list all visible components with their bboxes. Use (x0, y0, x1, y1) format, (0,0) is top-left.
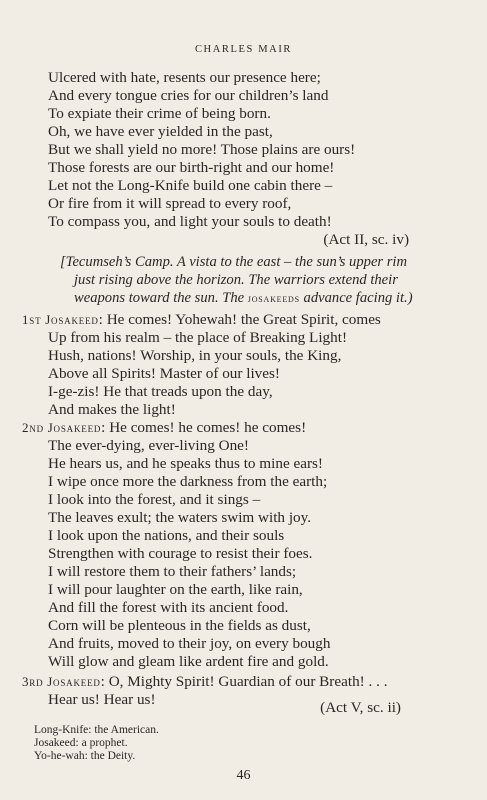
stage-direction: [Tecumseh’s Camp. A vista to the east – the sun’s upper rim (60, 254, 408, 270)
speaker-number: 3rd (22, 674, 44, 689)
verse-line: He hears us, and he speaks thus to mine ears! (48, 455, 323, 472)
act-citation: (Act II, sc. iv) (323, 231, 409, 248)
verse-line: Oh, we have ever yielded in the past, (48, 123, 273, 140)
footnote: Long-Knife: the American. (34, 724, 159, 736)
verse-line: To expiate their crime of being born. (48, 105, 271, 122)
footnote: Yo-he-wah: the Deity. (34, 750, 136, 762)
verse-line: Hear us! Hear us! (48, 691, 156, 708)
verse-line: And fruits, moved to their joy, on every bough (48, 635, 331, 652)
verse-line: And every tongue cries for our children’s land (48, 87, 329, 104)
verse-line: But we shall yield no more! Those plains are ours! (48, 141, 356, 158)
page-number: 46 (236, 768, 251, 783)
speaker-line: 1st Josakeed: He comes! Yohewah! the Great Spirit, comes (22, 311, 381, 328)
verse-line: I look upon the nations, and their souls (48, 527, 285, 544)
verse-line: Will glow and gleam like ardent fire and gold. (48, 653, 329, 670)
verse-line: And makes the light! (48, 401, 176, 418)
verse-line: To compass you, and light your souls to death! (48, 213, 332, 230)
verse-line: And fill the forest with its ancient food. (48, 599, 289, 616)
stage-direction: weapons toward the sun. The josakeeds advance facing it.) (74, 290, 413, 306)
verse-line: Those forests are our birth-right and our home! (48, 159, 335, 176)
verse-line: The leaves exult; the waters swim with joy. (48, 509, 312, 526)
verse-line: Let not the Long-Knife build one cabin there – (48, 177, 333, 194)
verse-line: Or fire from it will spread to every roof, (48, 195, 292, 212)
verse-line: I wipe once more the darkness from the earth; (48, 473, 328, 490)
verse-line: Ulcered with hate, resents our presence here; (48, 69, 321, 86)
verse-line: The ever-dying, ever-living One! (48, 437, 249, 454)
speaker-number: 2nd (22, 420, 44, 435)
verse-line: Strengthen with courage to resist their foes. (48, 545, 313, 562)
verse-line: Above all Spirits! Master of our lives! (48, 365, 280, 382)
verse-line: Up from his realm – the place of Breaking Light! (48, 329, 348, 346)
speaker-name: Josakeed (47, 420, 102, 435)
speaker-line: 3rd Josakeed: O, Mighty Spirit! Guardian of our Breath! . . . (22, 673, 388, 690)
verse-line: I-ge-zis! He that treads upon the day, (48, 383, 273, 400)
verse-line: I look into the forest, and it sings – (48, 491, 261, 508)
act-citation: (Act V, sc. ii) (320, 699, 401, 716)
verse-line: I will pour laughter on the earth, like rain, (48, 581, 303, 598)
speaker-name: Josakeed (47, 674, 101, 689)
verse-line: I will restore them to their fathers’ lands; (48, 563, 297, 580)
speaker-line: 2nd Josakeed: He comes! he comes! he comes! (22, 419, 307, 436)
verse-line: Hush, nations! Worship, in your souls, the King, (48, 347, 342, 364)
verse-line: Corn will be plenteous in the fields as dust, (48, 617, 311, 634)
speaker-number: 1st (22, 312, 42, 327)
speaker-name: Josakeed (45, 312, 99, 327)
stage-direction: just rising above the horizon. The warriors extend their (74, 272, 398, 288)
running-header: CHARLES MAIR (194, 44, 293, 55)
footnote: Josakeed: a prophet. (34, 737, 128, 749)
